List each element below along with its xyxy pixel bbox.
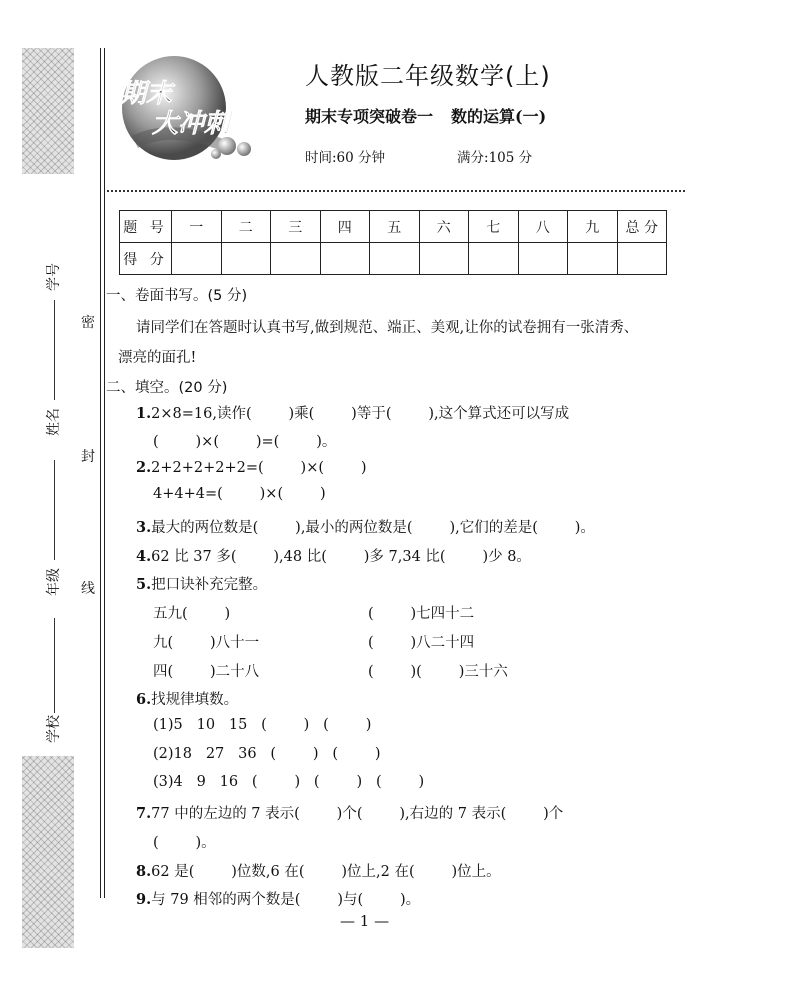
- table-header-cell: 六: [419, 211, 469, 243]
- table-header-cell: 三: [271, 211, 321, 243]
- score-cell[interactable]: [419, 243, 469, 275]
- score-cell[interactable]: [617, 243, 667, 275]
- question-8: 8.62 是( )位数,6 在( )位上,2 在( )位上。: [136, 863, 501, 880]
- full-score: 满分:105 分: [457, 150, 533, 166]
- exam-subtitle: 期末专项突破卷一 数的运算(一): [305, 107, 547, 126]
- q5-row-1-left: 五九( ): [153, 606, 231, 622]
- grade-blank-line: [54, 460, 55, 560]
- school-label: 学校: [46, 715, 62, 743]
- binding-line: [100, 48, 101, 898]
- name-blank-line: [54, 300, 55, 400]
- seal-mi: 密: [81, 315, 95, 331]
- question-4: 4.62 比 37 多( ),48 比( )多 7,34 比( )少 8。: [136, 548, 531, 565]
- table-header-cell: 一: [172, 211, 222, 243]
- q5-row-2-right: ( )八二十四: [368, 635, 475, 651]
- q6-row-1: (1)5 10 15 ( ) ( ): [153, 717, 372, 733]
- section1-text-cont: 漂亮的面孔!: [118, 350, 197, 366]
- q5-row-2-left: 九( )八十一: [153, 635, 260, 651]
- exam-logo: [112, 56, 262, 166]
- question-1-cont: ( )×( )=( )。: [153, 434, 337, 450]
- score-cell[interactable]: [518, 243, 568, 275]
- school-blank-line: [54, 618, 55, 713]
- question-3: 3.最大的两位数是( ),最小的两位数是( ),它们的差是( )。: [136, 519, 595, 536]
- seal-feng: 封: [81, 449, 95, 465]
- score-cell[interactable]: [469, 243, 519, 275]
- section2-heading: 二、填空。(20 分): [106, 380, 228, 396]
- score-row-label: 得 分: [120, 243, 172, 275]
- time-limit: 时间:60 分钟: [305, 150, 386, 166]
- score-cell[interactable]: [320, 243, 370, 275]
- score-cell[interactable]: [172, 243, 222, 275]
- q5-row-1-right: ( )七四十二: [368, 606, 475, 622]
- table-header-cell: 题 号: [120, 211, 172, 243]
- section1-text: 请同学们在答题时认真书写,做到规范、端正、美观,让你的试卷拥有一张清秀、: [136, 320, 639, 336]
- logo-text-main: 期末: [120, 79, 173, 109]
- score-cell[interactable]: [568, 243, 618, 275]
- binding-pattern-bottom: [22, 756, 74, 948]
- score-cell[interactable]: [271, 243, 321, 275]
- question-1: 1.2×8=16,读作( )乘( )等于( ),这个算式还可以写成: [136, 405, 570, 422]
- section1-heading: 一、卷面书写。(5 分): [106, 288, 248, 304]
- table-header-cell: 八: [518, 211, 568, 243]
- question-7: 7.77 中的左边的 7 表示( )个( ),右边的 7 表示( )个: [136, 805, 564, 822]
- score-table-header-row: [120, 211, 667, 243]
- q6-row-2: (2)18 27 36 ( ) ( ): [153, 746, 381, 762]
- exam-title: 人教版二年级数学(上): [305, 62, 551, 90]
- logo-text-sub: 大冲刺: [152, 109, 231, 139]
- table-header-cell: 总 分: [617, 211, 667, 243]
- q6-row-3: (3)4 9 16 ( ) ( ) ( ): [153, 774, 425, 790]
- score-table-score-row: [120, 243, 667, 275]
- exam-meta: [305, 146, 532, 166]
- question-2-cont: 4+4+4=( )×( ): [153, 486, 326, 502]
- seal-xian: 线: [81, 581, 95, 597]
- name-label: 姓名: [46, 408, 62, 436]
- table-header-cell: 四: [320, 211, 370, 243]
- dashed-divider: [107, 190, 685, 192]
- q5-row-3-right: ( )( )三十六: [368, 664, 508, 680]
- binding-pattern-top: [22, 48, 74, 174]
- score-cell[interactable]: [370, 243, 420, 275]
- question-7-cont: ( )。: [153, 835, 216, 851]
- student-number-label: 学号: [46, 263, 62, 291]
- question-2: 2.2+2+2+2+2=( )×( ): [136, 459, 367, 476]
- grade-label: 年级: [46, 568, 62, 596]
- table-header-cell: 七: [469, 211, 519, 243]
- question-5: 5.把口诀补充完整。: [136, 576, 268, 593]
- table-header-cell: 九: [568, 211, 618, 243]
- binding-line-inner: [104, 48, 105, 898]
- question-9: 9.与 79 相邻的两个数是( )与( )。: [136, 891, 421, 908]
- question-6: 6.找规律填数。: [136, 691, 239, 708]
- score-table: [119, 210, 667, 275]
- q5-row-3-left: 四( )二十八: [153, 664, 260, 680]
- table-header-cell: 二: [221, 211, 271, 243]
- page-number: — 1 —: [340, 912, 390, 930]
- score-cell[interactable]: [221, 243, 271, 275]
- table-header-cell: 五: [370, 211, 420, 243]
